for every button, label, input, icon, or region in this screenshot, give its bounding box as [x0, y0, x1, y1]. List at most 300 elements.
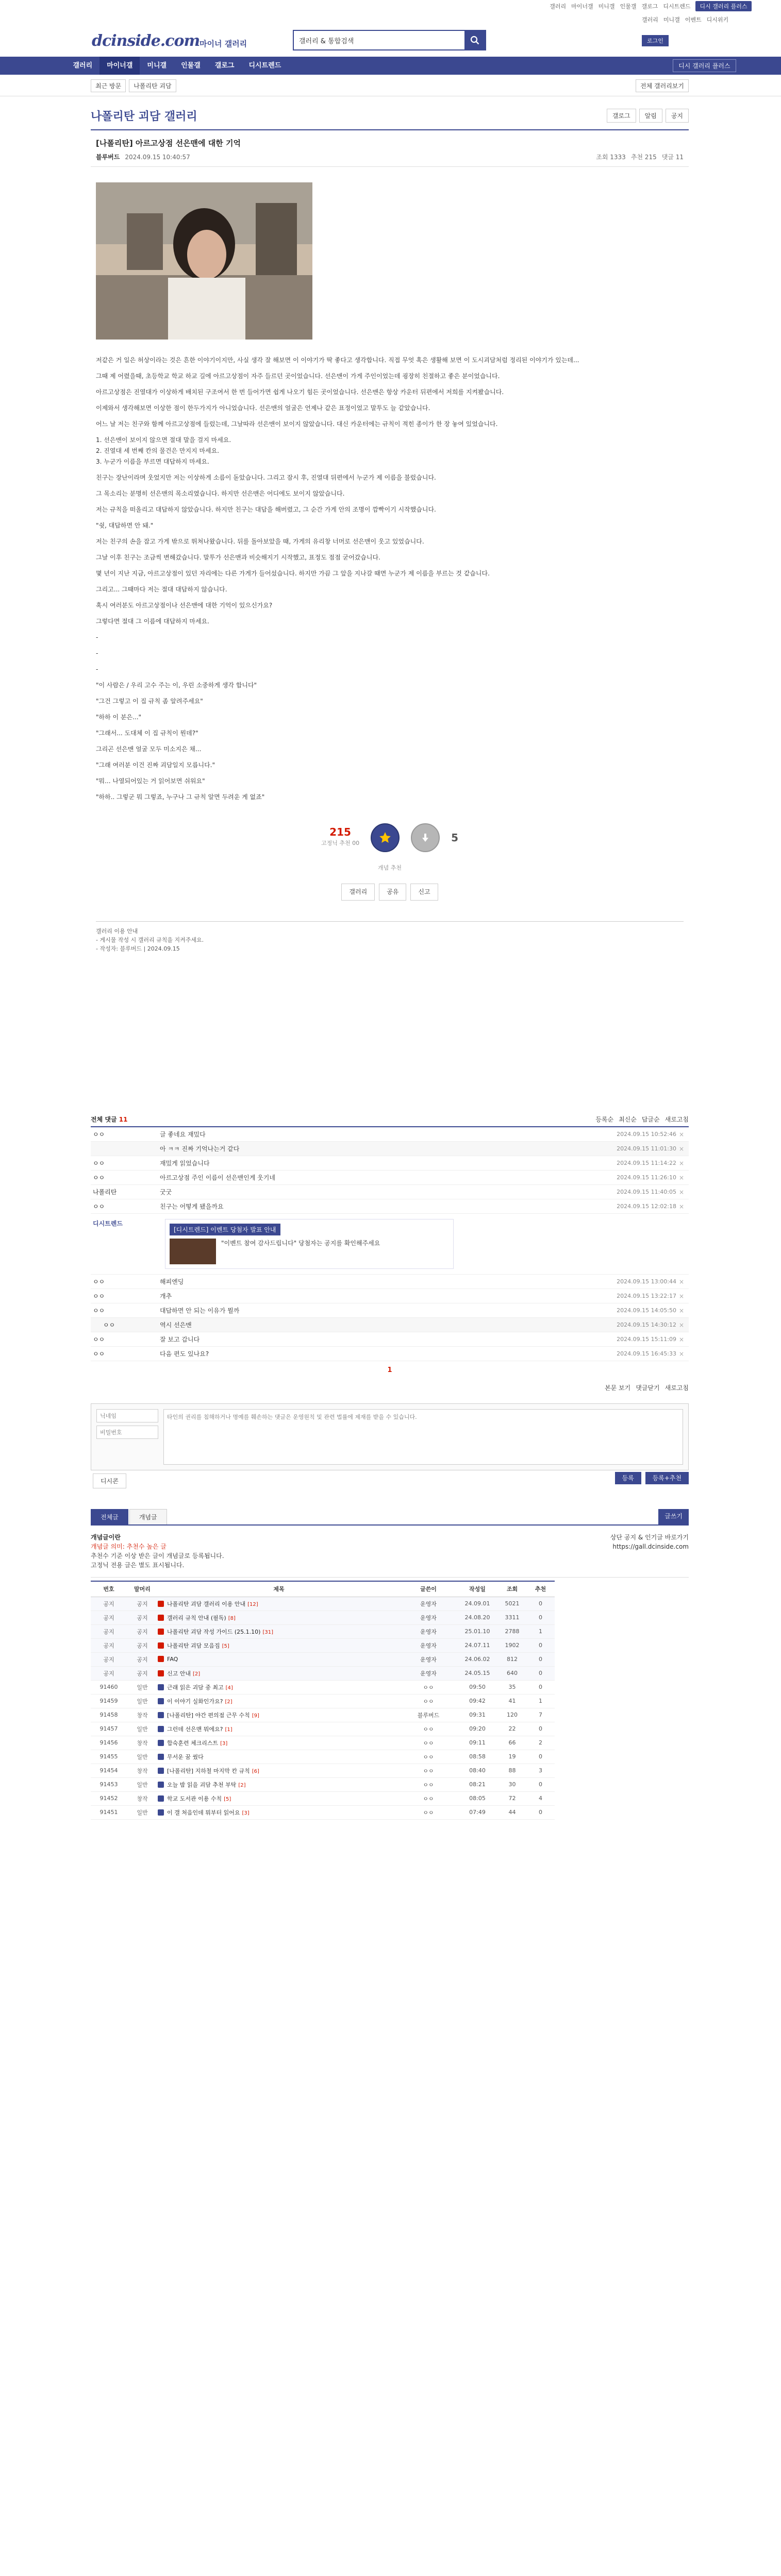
comment-date: 2024.09.15 14:30:12	[617, 1321, 676, 1328]
comments-foot-1[interactable]: 댓글닫기	[636, 1384, 660, 1392]
post-paragraph: 어느 날 저는 친구와 함께 아르고상점에 들렀는데, 그날따라 선은맨이 보이지 않았습니다. 대신 카운터에는 규칙이 적힌 종이가 한 장 놓여 있었습니다.	[96, 420, 498, 428]
comment-delete-icon[interactable]: ×	[678, 1292, 685, 1300]
col-title: 제목	[158, 1581, 400, 1597]
comment-delete-icon[interactable]: ×	[678, 1350, 685, 1358]
row-date: 08:58	[457, 1750, 498, 1764]
row-recs: 3	[526, 1764, 555, 1777]
gallery-chip[interactable]: 나폴리탄 괴담	[129, 79, 176, 92]
table-row[interactable]	[91, 1791, 555, 1805]
post-type-icon	[158, 1670, 164, 1676]
comment-delete-icon[interactable]: ×	[678, 1159, 685, 1167]
table-row[interactable]	[91, 1694, 555, 1708]
comment-row	[91, 1275, 689, 1289]
post-paragraph: 그리고... 그때마다 저는 절대 대답하지 않습니다.	[96, 586, 227, 593]
comment-date: 2024.09.15 11:01:30	[617, 1145, 676, 1152]
search-button[interactable]	[464, 31, 485, 49]
row-title[interactable]: 무서운 꿈 꿨다	[167, 1753, 204, 1760]
comment-delete-icon[interactable]: ×	[678, 1335, 685, 1343]
row-recs: 0	[526, 1666, 555, 1680]
row-writer[interactable]: 운영자	[400, 1652, 457, 1666]
row-title-cell[interactable]	[158, 1611, 400, 1624]
row-recs: 4	[526, 1791, 555, 1805]
post-type-icon	[158, 1809, 164, 1816]
row-date: 24.05.15	[457, 1666, 498, 1680]
header-link-3[interactable]: 디시위키	[706, 16, 729, 23]
star-icon	[378, 831, 392, 844]
col-writer: 글쓴이	[400, 1581, 457, 1597]
table-row[interactable]	[91, 1680, 555, 1694]
comments-foot-2[interactable]: 새로고침	[664, 1384, 689, 1392]
comments-foot-0[interactable]: 본문 보기	[605, 1384, 631, 1392]
comment-author[interactable]: ㅇㅇ	[93, 1131, 105, 1138]
post-author[interactable]: 블루버드	[96, 154, 120, 161]
post-paragraph: 저는 친구의 손을 잡고 가게 밖으로 뛰쳐나왔습니다. 뒤를 돌아보았을 때, 가게의 유리창 너머로 선은맨이 웃고 있었습니다.	[96, 538, 424, 545]
comment-text: 해피엔딩	[160, 1278, 184, 1285]
row-head: 창작	[127, 1736, 158, 1750]
top-bar	[0, 0, 781, 12]
post-photo	[96, 182, 312, 340]
topbar-link-4[interactable]: 갤로그	[641, 3, 658, 10]
row-recs: 0	[526, 1597, 555, 1611]
comment-textarea[interactable]	[163, 1409, 683, 1465]
row-title[interactable]: 오늘 밤 읽을 괴담 추천 부탁	[167, 1781, 237, 1788]
comment-author[interactable]: ㅇㅇ	[93, 1203, 105, 1210]
comment-author[interactable]: ㅇㅇ	[93, 1160, 105, 1167]
row-title[interactable]: 나폴리탄 괴담 갤러리 이용 안내	[167, 1600, 246, 1607]
comment-row	[91, 1127, 689, 1142]
post-paragraph: 그 목소리는 분명히 선은맨의 목소리였습니다. 하지만 선은맨은 어디에도 보이지 않았습니다.	[96, 490, 345, 497]
gallery-title[interactable]: 나폴리탄 괴담 갤러리	[91, 110, 197, 123]
comment-delete-icon[interactable]: ×	[678, 1202, 685, 1210]
comments-list	[91, 1127, 689, 1361]
write-post-button[interactable]: 글쓰기	[658, 1509, 689, 1524]
site-logo[interactable]: dcinside.com	[92, 32, 200, 50]
gnb-item-2[interactable]: 미니갤	[147, 62, 167, 70]
comment-delete-icon[interactable]: ×	[678, 1145, 685, 1153]
comment-author[interactable]: ㅇㅇ	[93, 1350, 105, 1358]
post-paragraph: 몇 년이 지난 지금, 아르고상점이 있던 자리에는 다른 가게가 들어섰습니다. 하지만 가끔 그 앞을 지나갈 때면 누군가 제 이름을 부르는 것 같습니다.	[96, 570, 490, 577]
rec-down-count: 5	[451, 831, 459, 844]
gnb-item-3[interactable]: 인물갤	[181, 62, 201, 70]
row-title[interactable]: 이 이야기 실화인가요?	[167, 1698, 223, 1705]
comment-delete-icon[interactable]: ×	[678, 1188, 685, 1196]
comment-delete-icon[interactable]: ×	[678, 1321, 685, 1329]
row-title-cell[interactable]	[158, 1791, 400, 1805]
row-recs: 0	[526, 1652, 555, 1666]
tab-concept-posts[interactable]: 개념글	[129, 1509, 167, 1524]
post-header	[91, 130, 689, 167]
comments-opt-1[interactable]: 최신순	[619, 1115, 637, 1123]
notice-line-0: 개념글 의미: 추천수 높은 글	[91, 1543, 167, 1550]
row-title[interactable]: 그런데 선은맨 뭐에요?	[167, 1725, 223, 1733]
row-writer[interactable]: ㅇㅇ	[400, 1791, 457, 1805]
all-gallery-button[interactable]: 전체 갤러리보기	[636, 79, 689, 92]
header-link-1[interactable]: 미니갤	[663, 16, 680, 23]
row-date: 09:20	[457, 1722, 498, 1736]
row-date: 24.06.02	[457, 1652, 498, 1666]
comment-text: 아 ㅋㅋ 진짜 기억나는거 같다	[160, 1145, 240, 1153]
comment-date: 2024.09.15 14:05:50	[617, 1307, 676, 1314]
row-writer[interactable]: 운영자	[400, 1597, 457, 1611]
post-action-share[interactable]: 공유	[379, 884, 406, 901]
row-no: 91452	[91, 1791, 127, 1805]
row-title-cell[interactable]	[158, 1638, 400, 1652]
row-views: 35	[498, 1680, 526, 1694]
post-paragraph: "이 사람은 / 우리 고수 주는 이, 우린 소중하게 생각 합니다"	[96, 682, 257, 689]
row-writer[interactable]: ㅇㅇ	[400, 1750, 457, 1764]
row-title[interactable]: FAQ	[167, 1656, 178, 1663]
row-writer[interactable]: 운영자	[400, 1666, 457, 1680]
nickname-input[interactable]	[96, 1409, 158, 1422]
row-no: 공지	[91, 1666, 127, 1680]
header-link-0[interactable]: 갤러리	[642, 16, 658, 23]
comment-author[interactable]: ㅇㅇ	[93, 1293, 105, 1300]
row-writer[interactable]: ㅇㅇ	[400, 1680, 457, 1694]
post-paragraph: "뭐... 나열되어있는 거 읽어보면 쉬워요"	[96, 777, 205, 785]
row-views: 3311	[498, 1611, 526, 1624]
header-link-2[interactable]: 이벤트	[685, 16, 702, 23]
row-comment-count[interactable]: [31]	[262, 1629, 273, 1635]
comment-submit-rec-button[interactable]: 등록+추천	[645, 1472, 689, 1484]
row-title[interactable]: 근래 읽은 괴담 중 최고	[167, 1684, 224, 1691]
post-type-icon	[158, 1726, 164, 1732]
post-paragraph: "그래 여러분 이건 진짜 괴담일지 모릅니다."	[96, 761, 215, 769]
row-head: 창작	[127, 1791, 158, 1805]
row-writer[interactable]: 운영자	[400, 1624, 457, 1638]
post-type-icon	[158, 1656, 164, 1662]
row-title[interactable]: 나폴리탄 괴담 작성 가이드 (25.1.10)	[167, 1628, 261, 1635]
comments-opt-0[interactable]: 등록순	[595, 1115, 614, 1123]
comment-text: 아르고상점 주인 이름이 선은맨인게 웃기네	[160, 1174, 275, 1181]
comment-delete-icon[interactable]: ×	[678, 1278, 685, 1285]
row-no: 91460	[91, 1680, 127, 1694]
row-title[interactable]: [나폴리탄] 지하철 마지막 칸 규칙	[167, 1767, 250, 1774]
row-comment-count[interactable]: [3]	[242, 1810, 250, 1816]
topbar-link-2[interactable]: 미니갤	[598, 3, 615, 10]
row-title-cell[interactable]	[158, 1652, 400, 1666]
recent-visit-chip[interactable]: 최근 방문	[91, 79, 126, 92]
ad-box[interactable]	[165, 1219, 454, 1269]
row-head: 일반	[127, 1750, 158, 1764]
row-date: 08:40	[457, 1764, 498, 1777]
row-writer[interactable]: ㅇㅇ	[400, 1764, 457, 1777]
comments-footer	[91, 1379, 689, 1396]
comment-row	[91, 1347, 689, 1361]
row-title-cell[interactable]	[158, 1764, 400, 1777]
comment-author[interactable]: ㅇㅇ	[103, 1321, 115, 1329]
row-recs: 1	[526, 1694, 555, 1708]
gnb-item-1[interactable]: 마이너갤	[99, 57, 140, 75]
row-comment-count[interactable]: [9]	[252, 1713, 259, 1719]
row-no: 91454	[91, 1764, 127, 1777]
recommend-up-button[interactable]	[371, 823, 400, 852]
table-row[interactable]	[91, 1611, 555, 1624]
post-list-body	[91, 1597, 555, 1819]
footer-note-2: - 작성자: 블루버드 | 2024.09.15	[96, 945, 180, 952]
row-no: 공지	[91, 1624, 127, 1638]
row-head: 공지	[127, 1638, 158, 1652]
row-comment-count[interactable]: [12]	[247, 1601, 258, 1607]
comment-text: 친구는 어떻게 됐을까요	[160, 1203, 224, 1210]
comment-text: 글 좋네요 재밌다	[160, 1131, 206, 1138]
comment-text: 대답하면 안 되는 이유가 뭘까	[160, 1307, 240, 1314]
row-title-cell[interactable]	[158, 1736, 400, 1750]
table-row[interactable]	[91, 1736, 555, 1750]
search-input[interactable]	[294, 31, 464, 49]
topbar-user-button[interactable]: 디시 갤러리 플러스	[695, 1, 751, 11]
gnb-item-5[interactable]: 디시트렌드	[248, 62, 281, 70]
post-paragraph: 이제와서 생각해보면 이상한 점이 한두가지가 아니었습니다. 선은맨의 얼굴은 언제나 같은 표정이었고 말투도 늘 같았습니다.	[96, 404, 430, 412]
row-writer[interactable]: ㅇㅇ	[400, 1694, 457, 1708]
row-title-cell[interactable]	[158, 1805, 400, 1819]
post-type-icon	[158, 1684, 164, 1690]
row-writer[interactable]: ㅇㅇ	[400, 1805, 457, 1819]
comment-text: 개추	[160, 1293, 172, 1300]
post-action-gallery[interactable]: 갤러리	[341, 884, 375, 901]
row-writer[interactable]: ㅇㅇ	[400, 1722, 457, 1736]
row-head: 창작	[127, 1764, 158, 1777]
row-comment-count[interactable]: [4]	[225, 1685, 233, 1691]
post-paragraph: -	[96, 650, 98, 657]
comments-count-label: 전체 댓글	[91, 1115, 117, 1123]
post-paragraph: 혹시 여러분도 아르고상점이나 선은맨에 대한 기억이 있으신가요?	[96, 602, 273, 609]
comment-text: 다음 편도 있나요?	[160, 1350, 209, 1358]
notice-right-1[interactable]: https://gall.dcinside.com	[612, 1543, 689, 1550]
row-comment-count[interactable]: [6]	[252, 1768, 259, 1774]
row-date: 25.01.10	[457, 1624, 498, 1638]
notice-head: 개념글이란	[91, 1534, 121, 1541]
row-recs: 2	[526, 1736, 555, 1750]
row-title-cell[interactable]	[158, 1624, 400, 1638]
table-row[interactable]	[91, 1624, 555, 1638]
col-views: 조회	[498, 1581, 526, 1597]
post-paragraph: 친구는 장난이라며 웃었지만 저는 이상하게 소름이 돋았습니다. 그리고 잠시 후, 진열대 뒤편에서 누군가 제 이름을 불렀습니다.	[96, 474, 436, 481]
post-type-icon	[158, 1615, 164, 1621]
post-type-icon	[158, 1629, 164, 1635]
gnb-item-0[interactable]: 갤러리	[73, 62, 93, 70]
list-notice-box	[91, 1526, 689, 1578]
post-paragraph: 아르고상점은 진열대가 이상하게 배치된 구조여서 한 번 들어가면 쉽게 나오기 힘든 곳이었습니다. 선은맨은 항상 카운터 뒤편에서 저희를 지켜봤습니다.	[96, 388, 504, 396]
post-comments-count[interactable]: 댓글 11	[661, 154, 684, 161]
row-no: 91459	[91, 1694, 127, 1708]
row-no: 91458	[91, 1708, 127, 1722]
row-recs: 0	[526, 1722, 555, 1736]
post-paragraph: 그리곤 선은맨 얼굴 모두 미소지은 채...	[96, 745, 202, 753]
row-views: 19	[498, 1750, 526, 1764]
comments-count-num: 11	[119, 1115, 128, 1123]
row-comment-count[interactable]: [2]	[193, 1671, 201, 1677]
row-recs: 1	[526, 1624, 555, 1638]
comment-row	[91, 1156, 689, 1171]
row-title[interactable]: 학교 도서관 이용 수칙	[167, 1795, 222, 1802]
post-paragraph: 그날 이후 친구는 조금씩 변해갔습니다. 말투가 선은맨과 비슷해지기 시작했고, 표정도 점점 굳어갔습니다.	[96, 554, 380, 561]
row-title-cell[interactable]	[158, 1777, 400, 1791]
tab-all-posts[interactable]: 전체글	[91, 1509, 128, 1524]
gallery-btn-alarm[interactable]: 알림	[639, 109, 662, 123]
comment-date: 2024.09.15 16:45:33	[617, 1350, 676, 1357]
row-title-cell[interactable]	[158, 1694, 400, 1708]
table-row[interactable]	[91, 1597, 555, 1611]
post-paragraph: "쉿, 대답하면 안 돼."	[96, 522, 154, 529]
row-date: 08:05	[457, 1791, 498, 1805]
table-row[interactable]	[91, 1722, 555, 1736]
row-no: 공지	[91, 1597, 127, 1611]
notice-right-0[interactable]: 상단 공지 & 인기글 바로가기	[610, 1534, 689, 1541]
login-button[interactable]: 로그인	[642, 35, 669, 46]
gallery-btn-notice[interactable]: 공지	[666, 109, 689, 123]
list-tabs	[91, 1509, 689, 1526]
comment-delete-icon[interactable]: ×	[678, 1307, 685, 1314]
dccon-button[interactable]: 디시콘	[93, 1473, 126, 1488]
rec-up-group	[321, 827, 359, 849]
post-paragraph: "하하.. 그렇군 뭐 그렇죠, 누구나 그 규칙 알면 두려운 게 없죠"	[96, 793, 265, 801]
site-logo-sub[interactable]: 마이너 갤러리	[200, 39, 247, 48]
post-type-icon	[158, 1712, 164, 1718]
row-comment-count[interactable]: [5]	[224, 1796, 231, 1802]
comment-date: 2024.09.15 12:02:18	[617, 1203, 676, 1210]
row-views: 72	[498, 1791, 526, 1805]
row-writer[interactable]: 운영자	[400, 1611, 457, 1624]
comment-author[interactable]: ㅇㅇ	[93, 1278, 105, 1285]
post-type-icon	[158, 1601, 164, 1607]
row-title-cell[interactable]	[158, 1708, 400, 1722]
table-row[interactable]	[91, 1764, 555, 1777]
comment-date: 2024.09.15 13:22:17	[617, 1293, 676, 1299]
post-paragraph: "그건 그렇고 이 집 규칙 좀 알려주세요"	[96, 698, 203, 705]
thumbs-down-icon	[419, 832, 431, 844]
comment-date: 2024.09.15 11:40:05	[617, 1189, 676, 1195]
row-views: 640	[498, 1666, 526, 1680]
notice-right	[610, 1533, 689, 1570]
row-head: 공지	[127, 1624, 158, 1638]
row-writer[interactable]: ㅇㅇ	[400, 1777, 457, 1791]
row-head: 창작	[127, 1708, 158, 1722]
row-date: 08:21	[457, 1777, 498, 1791]
row-title[interactable]: 갤러리 규칙 안내 (필독)	[167, 1614, 226, 1621]
row-writer[interactable]: 운영자	[400, 1638, 457, 1652]
comment-author[interactable]: ㅇㅇ	[93, 1336, 105, 1343]
comment-ad-row	[91, 1214, 689, 1275]
row-date: 24.08.20	[457, 1611, 498, 1624]
post-type-icon	[158, 1642, 164, 1649]
topbar-link-5[interactable]: 디시트렌드	[663, 3, 691, 10]
row-no: 공지	[91, 1638, 127, 1652]
ad-head: [디시트렌드] 이벤트 당첨자 발표 안내	[170, 1224, 280, 1235]
comment-delete-icon[interactable]: ×	[678, 1174, 685, 1181]
topbar-link-3[interactable]: 인물갤	[620, 3, 637, 10]
header	[0, 12, 781, 57]
row-recs: 0	[526, 1805, 555, 1819]
row-comment-count[interactable]: [3]	[220, 1740, 228, 1747]
row-title[interactable]: 신고 안내	[167, 1670, 191, 1677]
row-title-cell[interactable]	[158, 1722, 400, 1736]
post-type-icon	[158, 1768, 164, 1774]
header-right-links	[642, 15, 728, 24]
ad-text: "이벤트 참여 감사드립니다" 당첨자는 공지를 확인해주세요	[221, 1240, 380, 1247]
post-body	[91, 167, 689, 1112]
comments-opt-2[interactable]: 답글순	[641, 1115, 660, 1123]
sub-nav	[0, 75, 781, 96]
comments-count	[91, 1115, 127, 1124]
row-writer[interactable]: ㅇㅇ	[400, 1736, 457, 1750]
row-date: 09:50	[457, 1680, 498, 1694]
comments-pager[interactable]: 1	[387, 1366, 392, 1374]
row-no: 공지	[91, 1611, 127, 1624]
password-input[interactable]	[96, 1426, 158, 1439]
post-actions	[96, 884, 684, 901]
rec-fix-label: 고정닉 추천 00	[321, 840, 360, 846]
table-row[interactable]	[91, 1638, 555, 1652]
table-row[interactable]	[91, 1708, 555, 1722]
row-comment-count[interactable]: [1]	[225, 1726, 232, 1733]
post-type-icon	[158, 1698, 164, 1704]
comment-write-actions	[91, 1473, 689, 1488]
row-views: 66	[498, 1736, 526, 1750]
table-row[interactable]	[91, 1652, 555, 1666]
comment-author[interactable]: ㅇㅇ	[93, 1307, 105, 1314]
post-list-header	[91, 1581, 555, 1597]
row-writer[interactable]: 블루버드	[400, 1708, 457, 1722]
row-comment-count[interactable]: [8]	[228, 1615, 236, 1621]
table-row[interactable]	[91, 1750, 555, 1764]
comment-row	[91, 1185, 689, 1199]
row-title-cell[interactable]	[158, 1750, 400, 1764]
row-no: 공지	[91, 1652, 127, 1666]
ad-tag: 디시트렌드	[93, 1220, 123, 1227]
topbar-link-1[interactable]: 마이너갤	[571, 3, 593, 10]
gallery-plus-button[interactable]: 디시 갤러리 플러스	[673, 59, 736, 72]
comment-submit-button[interactable]: 등록	[615, 1472, 641, 1484]
row-title-cell[interactable]	[158, 1597, 400, 1611]
comment-delete-icon[interactable]: ×	[678, 1130, 685, 1138]
comment-date: 2024.09.15 10:52:46	[617, 1131, 676, 1138]
footer-note-1: - 게시물 작성 시 갤러리 규칙을 지켜주세요.	[96, 937, 204, 943]
search-bar	[293, 30, 486, 50]
row-head: 공지	[127, 1611, 158, 1624]
row-comment-count[interactable]: [2]	[238, 1782, 246, 1788]
post-meta	[96, 152, 684, 161]
table-row[interactable]	[91, 1805, 555, 1819]
post-image	[96, 182, 312, 340]
comment-author[interactable]: 나폴리탄	[93, 1189, 117, 1196]
topbar-link-0[interactable]: 갤러리	[550, 3, 567, 10]
row-title[interactable]: 이 갤 처음인데 뭐부터 읽어요	[167, 1809, 240, 1816]
post-type-icon	[158, 1795, 164, 1802]
table-row[interactable]	[91, 1666, 555, 1680]
table-row[interactable]	[91, 1777, 555, 1791]
gallery-btn-gallog[interactable]: 갤로그	[607, 109, 636, 123]
notice-left	[91, 1533, 224, 1570]
comments-opt-3[interactable]: 새로고침	[664, 1115, 689, 1123]
post-paragraph: 그때 제 어렸을때, 초등학교 학교 하교 길에 아르고상점이 자주 들르던 곳이었습니다. 선은맨이 가게 주인이었는데 굉장히 친절하고 좋은 분이었습니다.	[96, 372, 500, 380]
row-title[interactable]: 나폴리탄 괴담 모음집	[167, 1642, 220, 1649]
list-tabs-spacer	[168, 1509, 659, 1524]
row-comment-count[interactable]: [5]	[222, 1643, 229, 1649]
row-title[interactable]: 합숙훈련 체크리스트	[167, 1739, 219, 1747]
row-date: 24.09.01	[457, 1597, 498, 1611]
row-head: 일반	[127, 1694, 158, 1708]
row-title[interactable]: [나폴리탄] 야간 편의점 근무 수칙	[167, 1711, 250, 1719]
row-no: 91451	[91, 1805, 127, 1819]
post-action-report[interactable]: 신고	[410, 884, 438, 901]
row-title-cell[interactable]	[158, 1666, 400, 1680]
gnb-item-4[interactable]: 갤로그	[214, 62, 235, 70]
rec-up-count: 215	[329, 826, 351, 838]
row-comment-count[interactable]: [2]	[225, 1699, 232, 1705]
comment-author[interactable]: ㅇㅇ	[93, 1174, 105, 1181]
row-title-cell[interactable]	[158, 1680, 400, 1694]
recommend-down-button[interactable]	[411, 823, 440, 852]
